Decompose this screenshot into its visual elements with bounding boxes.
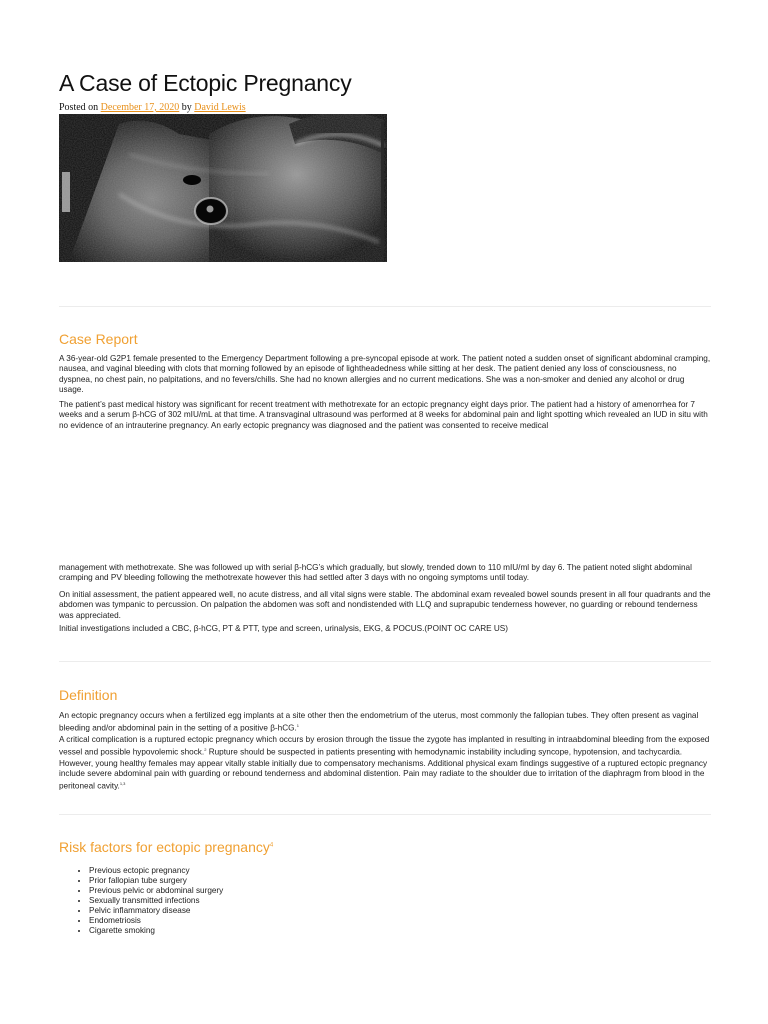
heading-case-report: Case Report — [59, 331, 138, 347]
list-item: • Endometriosis — [89, 916, 223, 926]
definition-paragraph-1 — [59, 711, 711, 735]
ultrasound-graphic — [59, 114, 387, 262]
author-link[interactable]: David Lewis — [194, 102, 246, 113]
section-divider — [59, 661, 711, 662]
definition-text-2b: Rupture should be suspected in patients presenting with hemodynamic instability including syncope, hypotension, and tachycardia. However, young healthy females may appear vitally stable initially due to compensatory mechanisms. Additional physical exam findings suggestive of a ruptured ectopic pregnancy include severe abdominal pain with guarding or rebound tenderness and abdominal distention. Pain may radiate to the shoulder due to irritation of the diaphragm from blood in the peritoneal cavity. — [59, 748, 708, 792]
list-item: • Previous pelvic or abdominal surgery — [89, 886, 223, 896]
list-item: • Previous ectopic pregnancy — [89, 866, 223, 876]
heading-risk-factors — [59, 839, 273, 855]
list-item: • Cigarette smoking — [89, 926, 223, 936]
list-item: • Prior fallopian tube surgery — [89, 876, 223, 886]
posted-on-label: Posted on — [59, 102, 99, 113]
list-item: • Pelvic inflammatory disease — [89, 906, 223, 916]
definition-text-1: An ectopic pregnancy occurs when a fertilized egg implants at a site other then the endometrium of the uterus, most commonly the fallopian tubes. They often present as vaginal bleeding and/or abdominal pain in the setting of a positive β-hCG. — [59, 711, 699, 734]
case-report-paragraph-2-continued: management with methotrexate. She was followed up with serial β-hCG’s which gradually, but slowly, trended down to 110 mIU/ml by day 6. The patient noted slight abdominal cramping and PV bleeding following the methotrexate however this had settled after 3 days with no ongoing symptoms until today. — [59, 563, 692, 583]
section-divider — [59, 306, 711, 307]
heading-definition: Definition — [59, 687, 118, 703]
post-date-link[interactable]: December 17, 2020 — [100, 102, 180, 113]
citation-4: 4 — [269, 842, 274, 849]
citation-2: 2 — [204, 747, 207, 753]
post-meta — [59, 102, 246, 113]
page-title: A Case of Ectopic Pregnancy — [59, 70, 352, 96]
list-item: • Sexually transmitted infections — [89, 896, 223, 906]
case-report-paragraph-4: Initial investigations included a CBC, β-hCG, PT & PTT, type and screen, urinalysis, EKG, & POCUS.(POINT OC CARE US) — [59, 624, 508, 633]
case-report-paragraph-2: The patient’s past medical history was significant for recent treatment with methotrexate for an ectopic pregnancy eight days prior. The patient had a history of amenorrhea for 7 weeks and a serum β-hCG of 302 mIU/mL at that time. A transvaginal ultrasound was performed at 8 weeks for abdominal pain and light spotting which revealed an IUD in situ with no evidence of an intrauterine pregnancy. An early ectopic pregnancy was diagnosed and the patient was consented to receive medical — [59, 400, 708, 430]
case-report-paragraph-1: A 36-year-old G2P1 female presented to the Emergency Department following a pre-syncopal episode at work. The patient noted a sudden onset of significant abdominal cramping, nausea, and vaginal bleeding with clots that morning followed by an episode of lightheadedness while sitting at her desk. The patient denied any loss of consciousness, no dyspnea, no chest pain, no palpitations, and no fevers/chills. She had no known allergies and no current medications. She was a non-smoker and denied any alcohol or drug usage. — [59, 354, 711, 395]
citation-1-3: 1,3 — [119, 781, 126, 787]
definition-paragraph-2 — [59, 735, 711, 793]
case-report-paragraph-3: On initial assessment, the patient appeared well, no acute distress, and all vital signs were stable. The abdominal exam revealed bowel sounds present in all four quadrants and the abdomen was tympanic to percussion. On palpation the abdomen was soft and nondistended with LLQ and suprapubic tenderness however, no guarding or rebound tenderness was appreciated. — [59, 590, 711, 620]
risk-factors-heading-text: Risk factors for ectopic pregnancy — [59, 839, 270, 855]
citation-1: 1 — [296, 723, 299, 729]
section-divider — [59, 814, 711, 815]
definition-text-2a: A critical complication is a ruptured ectopic pregnancy which occurs by erosion through the tissue the zygote has implanted in resulting in intraabdominal bleeding from the exposed vessel and possible hypovolemic shock. — [59, 735, 710, 758]
risk-factors-list — [73, 866, 223, 936]
ultrasound-image — [59, 114, 387, 262]
by-label: by — [181, 102, 192, 113]
